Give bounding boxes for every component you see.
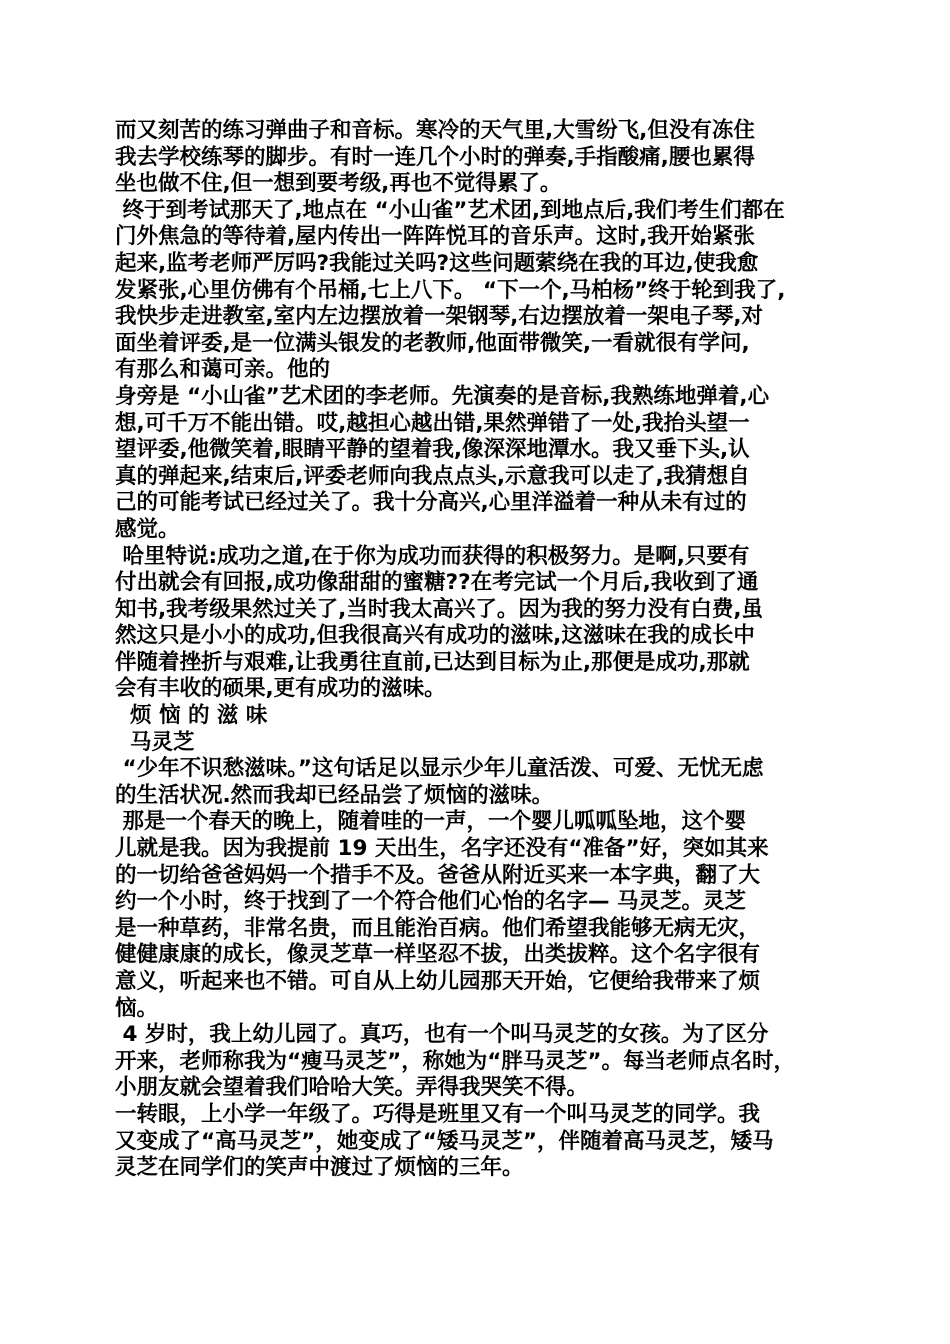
text-line: 有那么和蔼可亲。他的: [115, 357, 331, 383]
text-line: 终于到考试那天了,地点在 “小山雀”艺术团,到地点后,我们考生们都在: [115, 197, 785, 223]
text-line: 身旁是 “小山雀”艺术团的李老师。先演奏的是音标,我熟练地弹着,心: [115, 383, 770, 409]
text-line: 知书,我考级果然过关了,当时我太高兴了。因为我的努力没有白费,虽: [115, 596, 764, 622]
text-line: 然这只是小小的成功,但我很高兴有成功的滋味,这滋味在我的成长中: [115, 623, 755, 649]
text-line: 灵芝在同学们的笑声中渡过了烦恼的三年。: [115, 1155, 524, 1181]
text-line: 坐也做不住,但一想到要考级,再也不觉得累了。: [115, 171, 562, 197]
text-line: 健健康康的成长，像灵芝草一样坚忍不拔，出类拔粹。这个名字很有: [115, 942, 761, 968]
text-line: 开来，老师称我为“瘦马灵芝”，称她为“胖马灵芝”。每当老师点名时，: [115, 1048, 796, 1074]
text-line: 马灵芝: [115, 729, 195, 755]
text-line: 望评委,他微笑着,眼睛平静的望着我,像深深地潭水。我又垂下头,认: [115, 437, 750, 463]
text-line: 感觉。: [115, 516, 180, 542]
text-line: 的生活状况.然而我却已经品尝了烦恼的滋味。: [115, 782, 554, 808]
text-line: 起来,监考老师严厉吗?我能过关吗?这些问题萦绕在我的耳边,使我愈: [115, 250, 759, 276]
text-line: 我去学校练琴的脚步。有时一连几个小时的弹奏,手指酸痛,腰也累得: [115, 144, 755, 170]
text-line: 是一种草药，非常名贵，而且能治百病。他们希望我能够无病无灾，: [115, 915, 761, 941]
text-line: 门外焦急的等待着,屋内传出一阵阵悦耳的音乐声。这时,我开始紧张: [115, 224, 755, 250]
text-line: 真的弹起来,结束后,评委老师向我点点头,示意我可以走了,我猜想自: [115, 463, 750, 489]
text-line: 的一切给爸爸妈妈一个措手不及。爸爸从附近买来一本字典，翻了大: [115, 862, 761, 888]
text-line: 4 岁时，我上幼儿园了。真巧，也有一个叫马灵芝的女孩。为了区分: [115, 1022, 769, 1048]
text-line: 发紧张,心里仿佛有个吊桶,七上八下。 “下一个,马柏杨”终于轮到我了,: [115, 277, 786, 303]
text-line: 儿就是我。因为我提前 19 天出生，名字还没有“准备”好，突如其来: [115, 836, 769, 862]
text-line: 会有丰收的硕果,更有成功的滋味。: [115, 676, 446, 702]
text-line: 付出就会有回报,成功像甜甜的蜜糖??在考完试一个月后,我收到了通: [115, 570, 759, 596]
text-line: 小朋友就会望着我们哈哈大笑。弄得我哭笑不得。: [115, 1075, 589, 1101]
text-line: 意义，听起来也不错。可自从上幼儿园那天开始，它便给我带来了烦: [115, 969, 761, 994]
document-page: [115, 118, 840, 1182]
text-line: 伴随着挫折与艰难,让我勇往直前,已达到目标为止,那便是成功,那就: [115, 649, 750, 675]
text-line: 想,可千万不能出错。哎,越担心越出错,果然弹错了一处,我抬头望一: [115, 410, 750, 436]
text-line: 哈里特说:成功之道,在于你为成功而获得的积极努力。是啊,只要有: [115, 543, 750, 569]
text-line: 烦 恼 的 滋 味: [115, 703, 268, 729]
text-line: 又变成了“高马灵芝”，她变成了“矮马灵芝”，伴随着高马灵芝，矮马: [115, 1128, 774, 1154]
text-line: “少年不识愁滋味。”这句话足以显示少年儿童活泼、可爱、无忧无虑: [115, 756, 764, 782]
text-line: 一转眼，上小学一年级了。巧得是班里又有一个叫马灵芝的同学。我: [115, 1101, 761, 1127]
text-line: 那是一个春天的晚上，随着哇的一声，一个婴儿呱呱坠地，这个婴: [115, 809, 746, 835]
text-line: 约一个小时，终于找到了一个符合他们心怡的名字— 马灵芝。灵芝: [115, 889, 746, 915]
text-line: 恼。: [115, 995, 159, 1021]
text-line: 面坐着评委,是一位满头银发的老教师,他面带微笑,一看就很有学问,: [115, 330, 750, 356]
text-line: 而又刻苦的练习弹曲子和音标。寒冷的天气里,大雪纷飞,但没有冻住: [115, 118, 755, 143]
text-line: 己的可能考试已经过关了。我十分高兴,心里洋溢着一种从未有过的: [115, 490, 747, 516]
text-line: 我快步走进教室,室内左边摆放着一架钢琴,右边摆放着一架电子琴,对: [115, 304, 764, 330]
